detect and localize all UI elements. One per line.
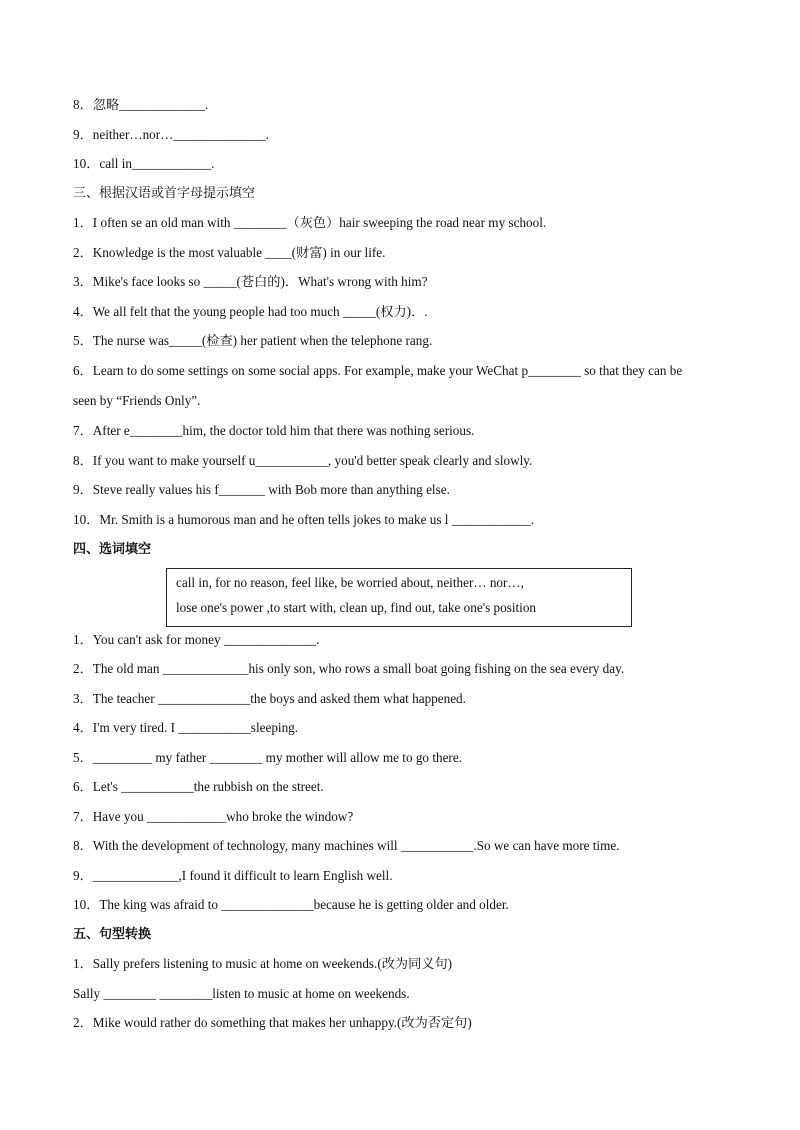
exercise-item-continued: seen by “Friends Only”. xyxy=(73,393,201,408)
exercise-item: 5．The nurse was_____(检查) her patient when the telephone rang. xyxy=(73,333,433,348)
exercise-item: 3．Mike's face looks so _____(苍白的)．What's wrong with him? xyxy=(73,274,428,289)
exercise-item: 8．If you want to make yourself u___________, you'd better speak clearly and slowly. xyxy=(73,453,533,468)
exercise-item: 7．After e________him, the doctor told him that there was nothing serious. xyxy=(73,423,475,438)
word-bank-line: lose one's power ,to start with, clean up, find out, take one's position xyxy=(176,600,537,615)
section-heading: 三、根据汉语或首字母提示填空 xyxy=(73,186,256,201)
section-heading: 五、句型转换 xyxy=(73,927,152,942)
exercise-item: 9．_____________,I found it difficult to learn English well. xyxy=(73,868,393,883)
exercise-item: 10．The king was afraid to ______________because he is getting older and older. xyxy=(73,897,509,912)
exercise-item: 1．Sally prefers listening to music at home on weekends.(改为同义句) xyxy=(73,956,453,971)
exercise-item: 10．Mr. Smith is a humorous man and he often tells jokes to make us l ____________. xyxy=(73,512,535,527)
exercise-item: 8．With the development of technology, many machines will ___________.So we can have more time. xyxy=(73,838,620,853)
exercise-item: 6．Let's ___________the rubbish on the street. xyxy=(73,779,324,794)
section-heading: 四、选词填空 xyxy=(73,542,152,557)
exercise-item: 2．Mike would rather do something that makes her unhappy.(改为否定句) xyxy=(73,1015,472,1030)
exercise-answer-line: Sally ________ ________listen to music at home on weekends. xyxy=(73,986,410,1001)
exercise-item: 1．I often se an old man with ________（灰色）hair sweeping the road near my school. xyxy=(73,215,547,230)
exercise-item: 1．You can't ask for money ______________. xyxy=(73,632,320,647)
exercise-item: 4．We all felt that the young people had too much _____(权力)．. xyxy=(73,304,428,319)
exercise-item: 5．_________ my father ________ my mother will allow me to go there. xyxy=(73,750,462,765)
exercise-item: 9．neither…nor…______________. xyxy=(73,127,269,142)
exercise-item: 10．call in____________. xyxy=(73,156,215,171)
exercise-item: 2．Knowledge is the most valuable ____(财富) in our life. xyxy=(73,245,386,260)
exercise-item: 9．Steve really values his f_______ with Bob more than anything else. xyxy=(73,482,450,497)
exercise-item: 7．Have you ____________who broke the window? xyxy=(73,809,354,824)
exercise-item: 3．The teacher ______________the boys and asked them what happened. xyxy=(73,691,466,706)
word-bank-line: call in, for no reason, feel like, be worried about, neither… nor…, xyxy=(176,575,524,590)
exercise-item: 2．The old man _____________his only son, who rows a small boat going fishing on the sea every day. xyxy=(73,661,625,676)
exercise-item: 6．Learn to do some settings on some social apps. For example, make your WeChat p________ so that they can be xyxy=(73,363,683,378)
word-bank-box xyxy=(166,568,632,627)
exercise-item: 4．I'm very tired. I ___________sleeping. xyxy=(73,720,299,735)
exercise-item: 8．忽略_____________. xyxy=(73,97,209,112)
